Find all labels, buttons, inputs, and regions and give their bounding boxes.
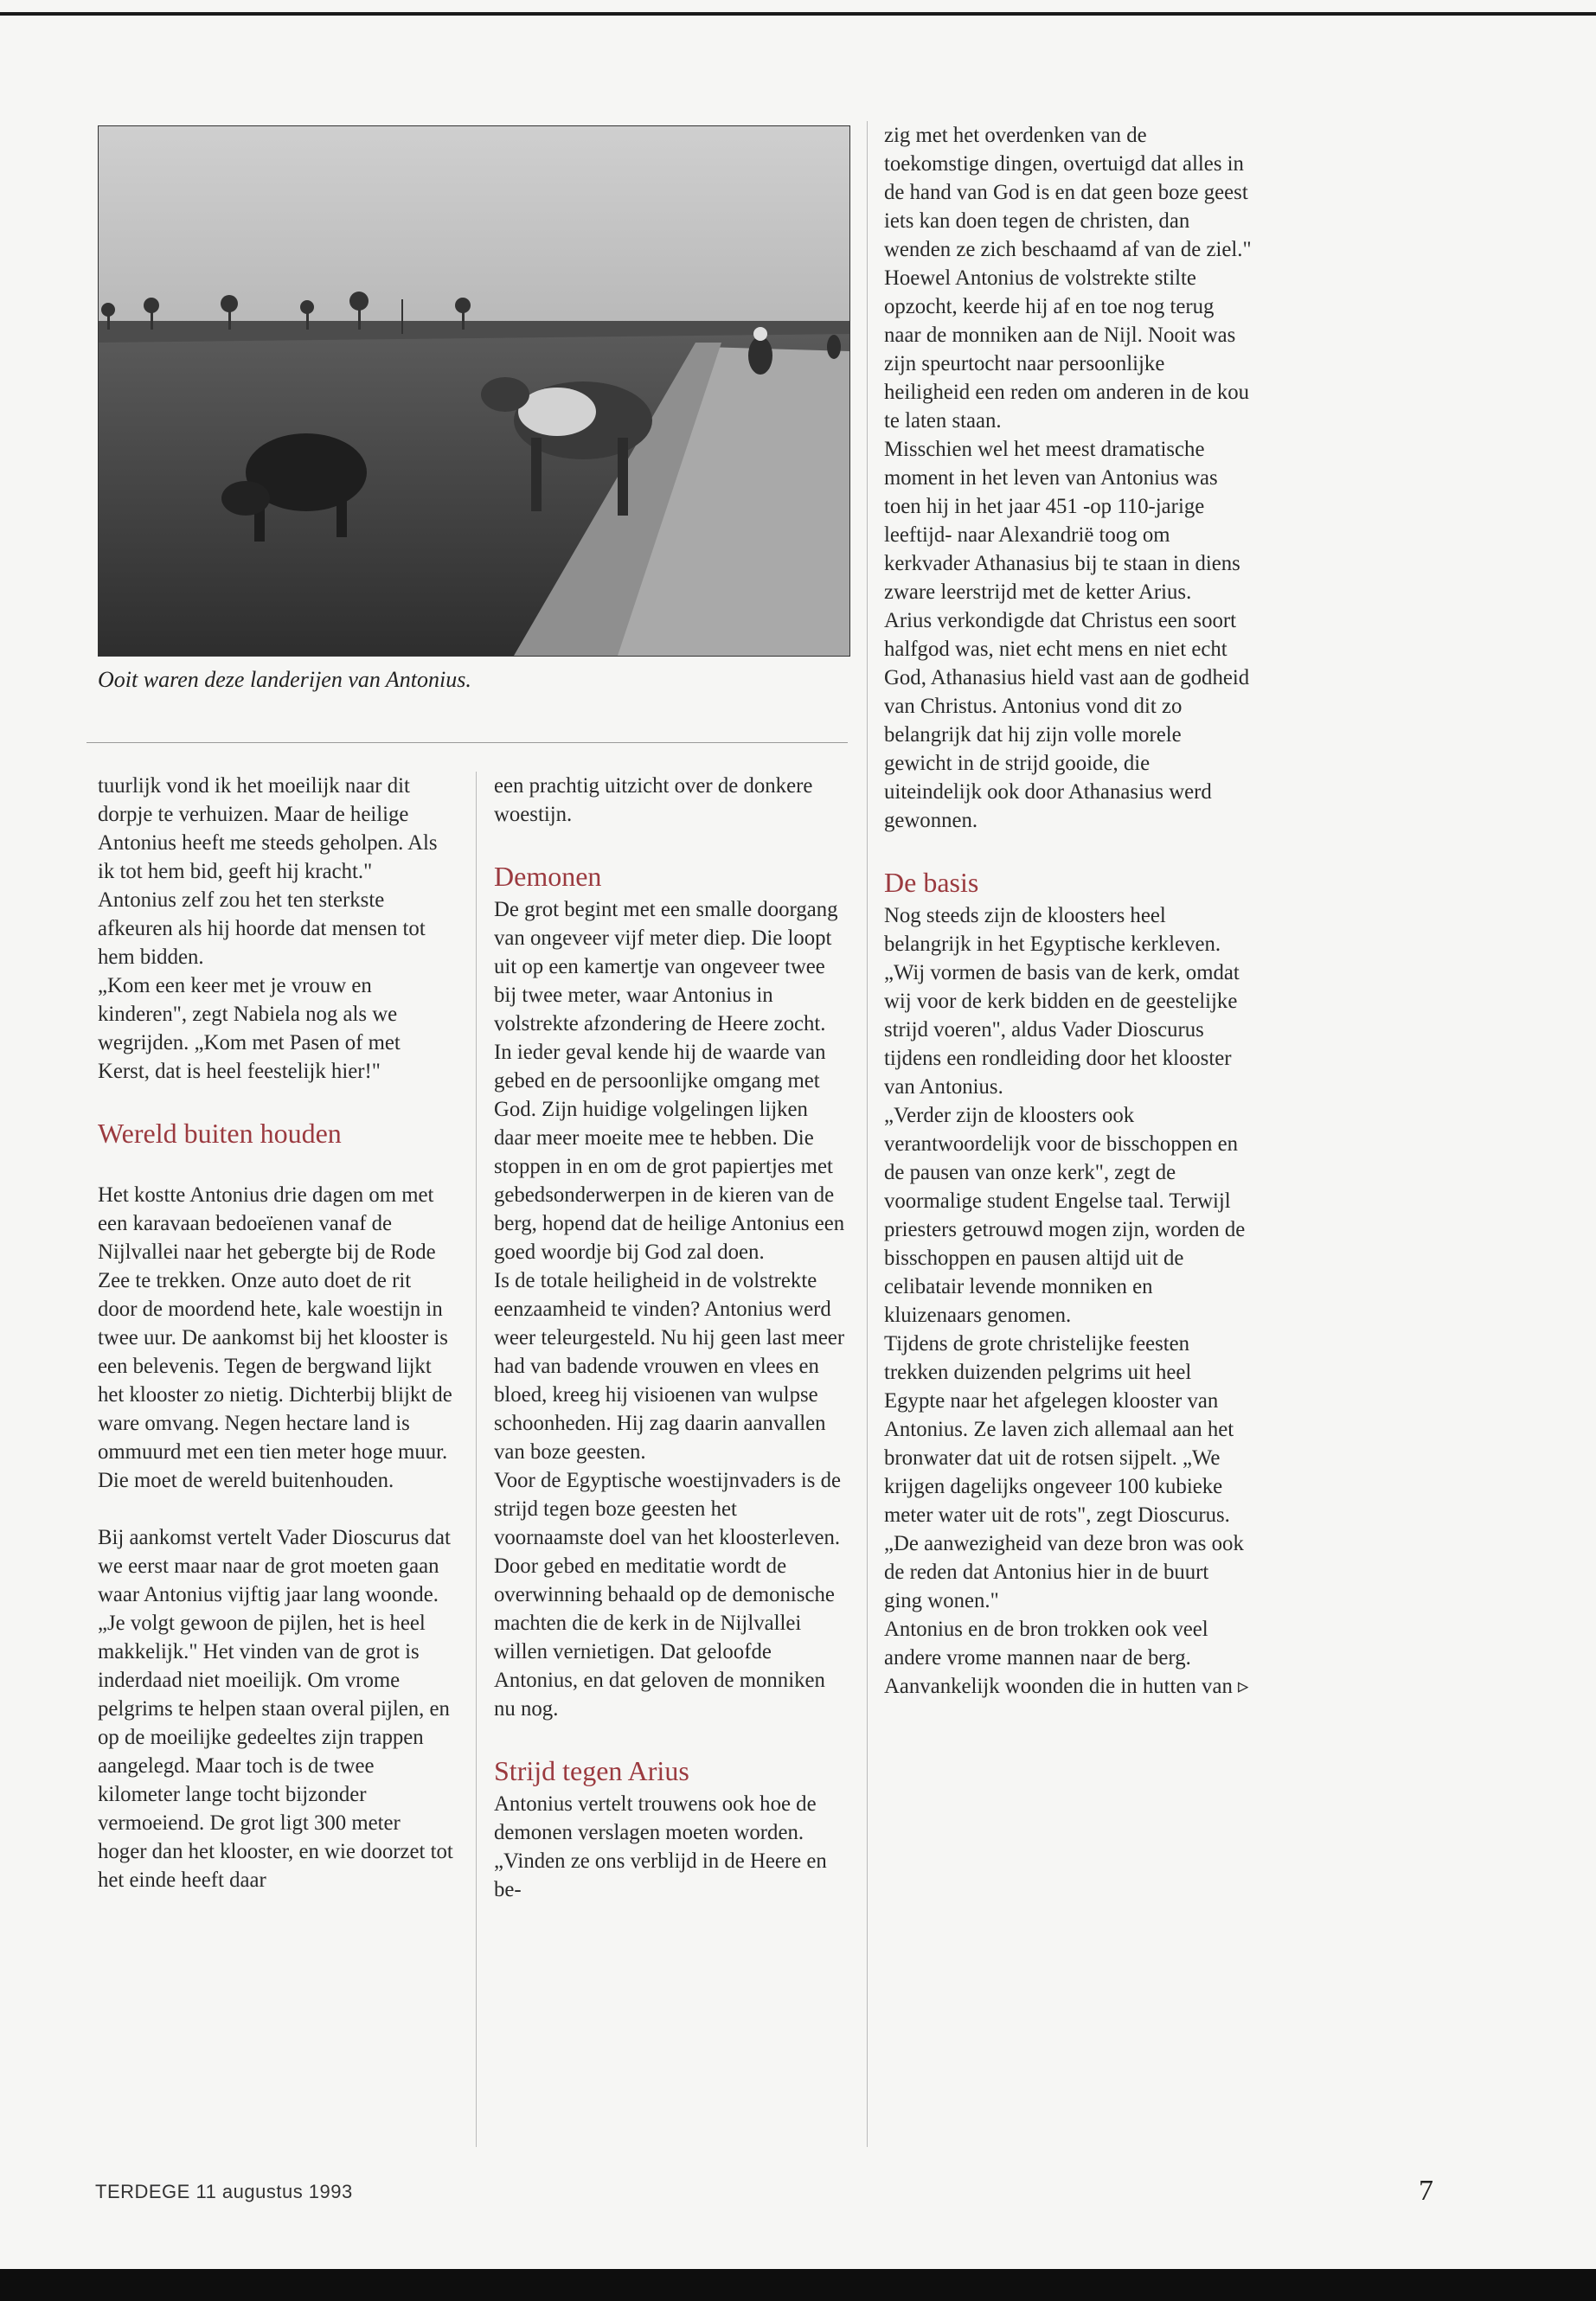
paragraph: Nog steeds zijn de kloosters heel belangrijk in het Egyptische kerkleven. „Wij vormen de basis van de kerk, omdat wij voor de kerk bidden en de geestelijke strijd voeren", aldus Vader Dioscurus tijdens een rondleiding door het klooster van Antonius. bbox=[884, 904, 1240, 1099]
bottom-scan-edge bbox=[0, 2269, 1596, 2301]
paragraph: Misschien wel het meest dramatische moment in het leven van Antonius was toen hij in het jaar 451 -op 110-jarige leeftijd- naar Alexandrië toog om kerkvader Athanasius bij te staan in diens zware leerstrijd met de ketter Arius. bbox=[884, 438, 1240, 604]
photo-farmland bbox=[98, 125, 850, 657]
paragraph: zig met het overdenken van de toekomstige dingen, overtuigd dat alles in de hand van God is en dat geen boze geest iets kan doen tegen de christen, dan wenden ze zich beschaamd af van de ziel." bbox=[884, 124, 1252, 261]
caption-divider bbox=[87, 742, 848, 743]
paragraph: Is de totale heiligheid in de volstrekte eenzaamheid te vinden? Antonius werd weer teleurgesteld. Nu hij geen last meer had van badende vrouwen en vlees en bloed, kreeg hij visioenen van wulpse schoonheden. Hij zag daarin aanvallen van boze geesten. bbox=[494, 1269, 845, 1464]
paragraph: Hoewel Antonius de volstrekte stilte opzocht, keerde hij af en toe nog terug naar de monniken aan de Nijl. Nooit was zijn speurtocht naar persoonlijke heiligheid een reden om anderen in de kou te laten staan. bbox=[884, 266, 1250, 433]
paragraph: Arius verkondigde dat Christus een soort halfgod was, niet echt mens en niet echt God, Athanasius hield vast aan de godheid van Christus. Antonius vond dit zo belangrijk dat hij zijn volle morele gewicht in de strijd gooide, die uiteindelijk ook door Athanasius werd gewonnen. bbox=[884, 609, 1250, 832]
paragraph: Voor de Egyptische woestijnvaders is de strijd tegen boze geesten het voornaamste doel van het kloosterleven. Door gebed en meditatie wordt de overwinning behaald op de demonische machten die de kerk in de Nijlvallei willen vernietigen. Dat geloofde Antonius, en dat geloven de monniken nu nog. bbox=[494, 1469, 842, 1721]
paragraph: „Verder zijn de kloosters ook verantwoordelijk voor de bisschoppen en de pausen van onze kerk", zegt de voormalige student Engelse taal. Terwijl priesters getrouwd mogen zijn, worden de bisschoppen en pausen altijd uit de celibatair levende monniken en kluizenaars genomen. bbox=[884, 1104, 1246, 1327]
paragraph: „Kom een keer met je vrouw en kinderen", zegt Nabiela nog als we wegrijden. „Kom met Pasen of met Kerst, dat is heel feestelijk hier!" bbox=[98, 974, 401, 1083]
paragraph: Bij aankomst vertelt Vader Dioscurus dat we eerst maar naar de grot moeten gaan waar Antonius vijftig jaar lang woonde. „Je volgt gewoon de pijlen, het is heel makkelijk." Het vinden van de grot is inderdaad niet moeilijk. Om vrome pelgrims te helpen staan overal pijlen, en op de moeilijke gedeeltes zijn trappen aangelegd. Maar toch is de twee kilometer lange tocht bijzonder vermoeiend. De grot ligt 300 meter hoger dan het klooster, en wie doorzet tot het einde heeft daar bbox=[98, 1526, 453, 1892]
section-heading-demonen: Demonen bbox=[494, 861, 602, 892]
paragraph: Antonius en de bron trokken ook veel andere vrome mannen naar de berg. Aanvankelijk woonden die in hutten van ▹ bbox=[884, 1618, 1249, 1698]
paragraph: De grot begint met een smalle doorgang van ongeveer vijf meter diep. Die loopt uit op een kamertje van ongeveer twee bij twee meter, waar Antonius in volstrekte afzondering de Heere zocht. In ieder geval kende hij de waarde van gebed en de persoonlijke omgang met God. Zijn huidige volgelingen lijken daar meer moeite mee te hebben. Die stoppen in en om de grot papiertjes met gebedsonderwerpen in de kieren van de berg, hopend dat de heilige Antonius een goed woordje bij God zal doen. bbox=[494, 898, 845, 1264]
paragraph: Het kostte Antonius drie dagen om met een karavaan bedoeïenen vanaf de Nijlvallei naar het gebergte bij de Rode Zee te trekken. Onze auto doet de rit door de moordend hete, kale woestijn in twee uur. De aankomst bij het klooster is een belevenis. Tegen de bergwand lijkt het klooster zo nietig. Dichterbij blijkt de ware omvang. Negen hectare land is ommuurd met een tien meter hoge muur. Die moet de wereld buitenhouden. bbox=[98, 1183, 452, 1492]
section-heading-strijd-tegen-arius: Strijd tegen Arius bbox=[494, 1755, 689, 1786]
section-heading-de-basis: De basis bbox=[884, 867, 979, 898]
photo-caption: Ooit waren deze landerijen van Antonius. bbox=[98, 667, 471, 692]
footer-publication-date: TERDEGE 11 augustus 1993 bbox=[95, 2181, 353, 2202]
column-3 bbox=[884, 121, 1252, 1701]
column-divider bbox=[867, 121, 868, 2147]
page-number: 7 bbox=[1419, 2175, 1433, 2207]
paragraph: Tijdens de grote christelijke feesten trekken duizenden pelgrims uit heel Egypte naar het afgelegen klooster van Antonius. Ze laven zich allemaal aan het bronwater dat uit de rotsen sijpelt. „We krijgen dagelijks ongeveer 100 kubieke meter water uit de rots", zegt Dioscurus. „De aanwezigheid van deze bron was ook de reden dat Antonius hier in de buurt ging wonen." bbox=[884, 1332, 1244, 1612]
paragraph: een prachtig uitzicht over de donkere woestijn. bbox=[494, 774, 813, 826]
top-rule bbox=[0, 12, 1596, 16]
section-heading-wereld-buiten-houden: Wereld buiten houden bbox=[98, 1118, 342, 1149]
column-1 bbox=[98, 772, 454, 1894]
column-2 bbox=[494, 772, 849, 1904]
paragraph: Antonius vertelt trouwens ook hoe de demonen verslagen moeten worden. „Vinden ze ons verblijd in de Heere en be- bbox=[494, 1792, 827, 1901]
paragraph: tuurlijk vond ik het moeilijk naar dit dorpje te verhuizen. Maar de heilige Antonius heeft me steeds geholpen. Als ik tot hem bid, geeft hij kracht." Antonius zelf zou het ten sterkste afkeuren als hij hoorde dat mensen tot hem bidden. bbox=[98, 774, 438, 969]
column-divider bbox=[476, 772, 477, 2147]
